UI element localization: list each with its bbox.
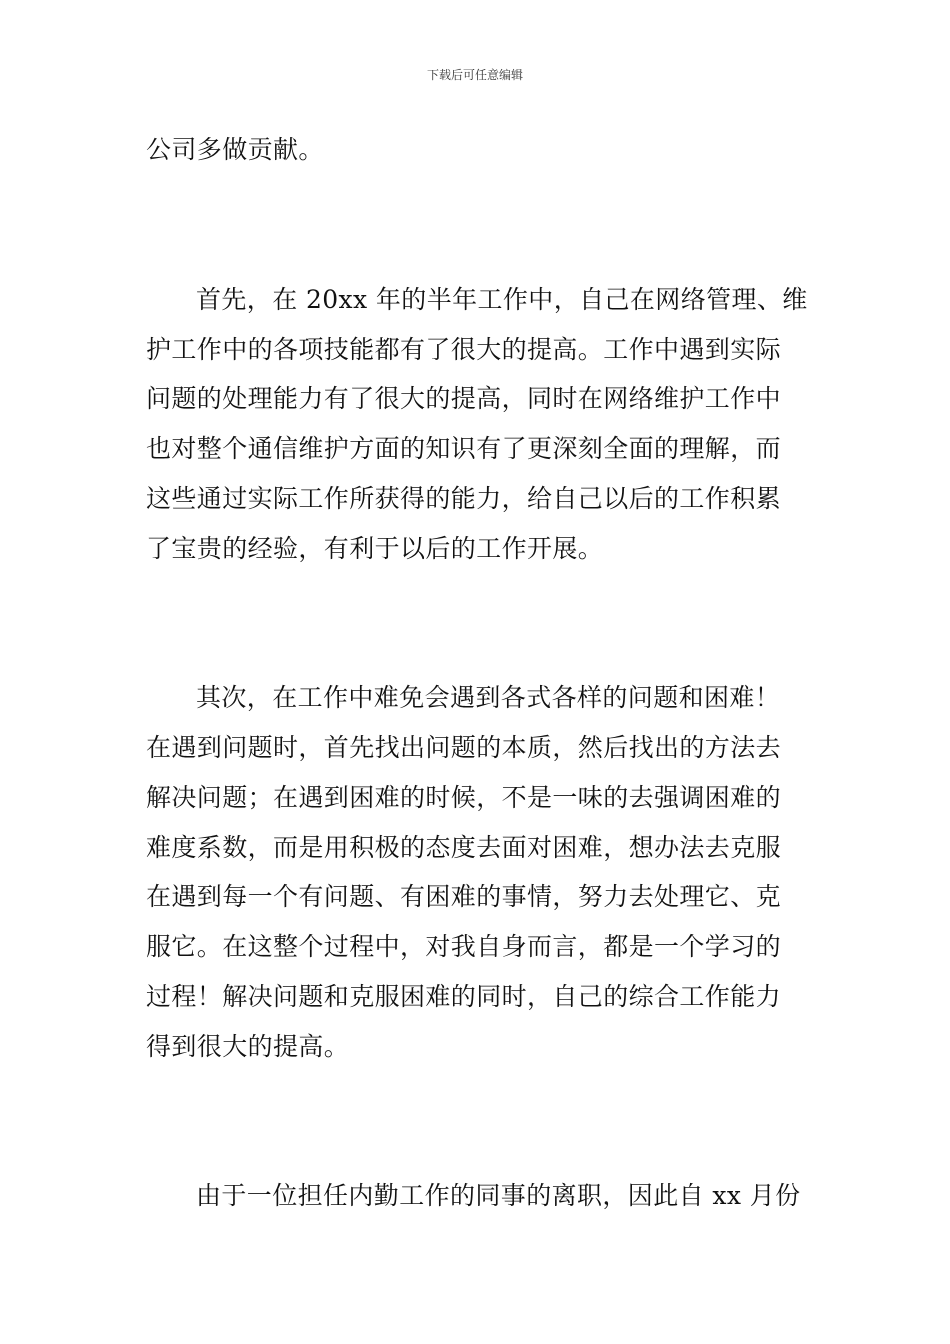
paragraph-line: 由于一位担任内勤工作的同事的离职，因此自 xx 月份	[196, 1181, 801, 1210]
paragraph-line: 这些通过实际工作所获得的能力，给自己以后的工作积累	[146, 484, 782, 513]
paragraph-line: 护工作中的各项技能都有了很大的提高。工作中遇到实际	[146, 335, 782, 364]
paragraph-line: 得到很大的提高。	[146, 1032, 350, 1061]
paragraph-line: 服它。在这整个过程中，对我自身而言，都是一个学习的	[146, 932, 782, 961]
paragraph-line: 了宝贵的经验，有利于以后的工作开展。	[146, 534, 604, 563]
paragraph-line: 难度系数，而是用积极的态度去面对困难，想办法去克服	[146, 833, 782, 862]
paragraph-line: 其次，在工作中难免会遇到各式各样的问题和困难！	[196, 683, 781, 712]
paragraph-line: 在遇到问题时，首先找出问题的本质，然后找出的方法去	[146, 733, 782, 762]
paragraph-line: 解决问题；在遇到困难的时候，不是一味的去强调困难的	[146, 783, 782, 812]
paragraph-line: 过程！解决问题和克服困难的同时，自己的综合工作能力	[146, 982, 782, 1011]
paragraph-line: 首先，在 20xx 年的半年工作中，自己在网络管理、维	[196, 285, 808, 314]
paragraph-line: 公司多做贡献。	[146, 135, 324, 164]
paragraph-line: 问题的处理能力有了很大的提高，同时在网络维护工作中	[146, 384, 782, 413]
page-header: 下载后可任意编辑	[426, 68, 523, 82]
paragraph-line: 也对整个通信维护方面的知识有了更深刻全面的理解，而	[146, 434, 782, 463]
paragraph-line: 在遇到每一个有问题、有困难的事情，努力去处理它、克	[146, 882, 782, 911]
